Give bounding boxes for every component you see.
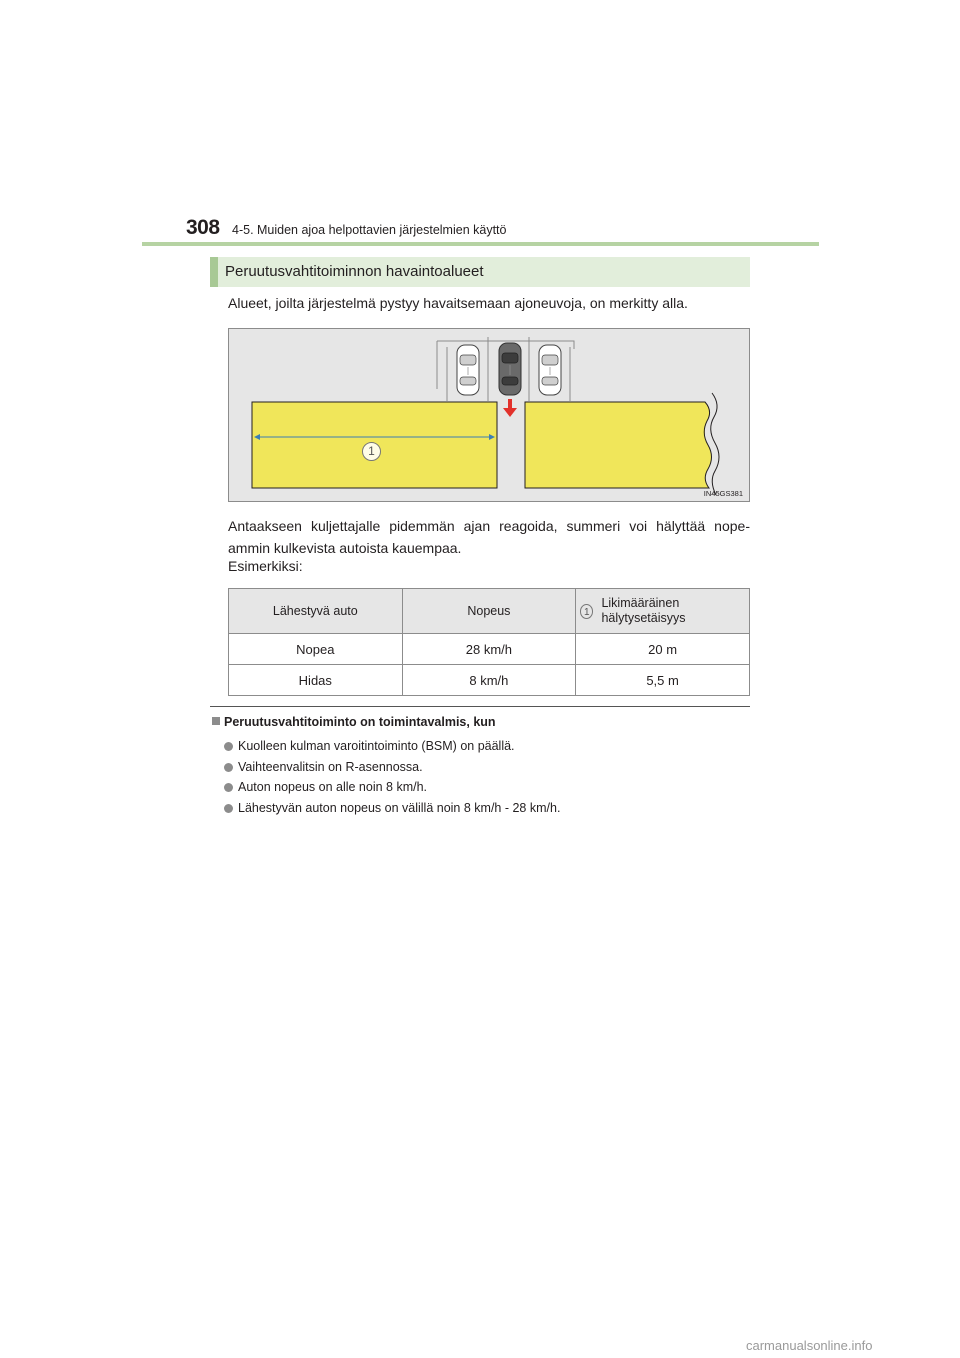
conditions-title: Peruutusvahtitoiminto on toimintavalmis, kun bbox=[224, 715, 496, 729]
table-row bbox=[229, 665, 750, 696]
parked-car-right-icon bbox=[539, 345, 561, 395]
figure-code: IN45GS381 bbox=[703, 489, 743, 498]
header-callout: 1 bbox=[580, 604, 593, 619]
header-speed: Nopeus bbox=[402, 589, 576, 634]
section-heading-bar bbox=[210, 257, 750, 287]
list-item bbox=[224, 736, 560, 757]
detection-area-diagram bbox=[229, 329, 749, 501]
header-divider bbox=[142, 242, 819, 246]
explanation-paragraph: Antaakseen kuljettajalle pidemmän ajan reagoida, summeri voi hälyttää nope-ammin kulkevista autoista kauempaa. bbox=[228, 518, 750, 556]
list-item bbox=[224, 798, 560, 819]
conditions-divider bbox=[210, 706, 750, 707]
list-item-text: Vaihteenvalitsin on R-asennossa. bbox=[238, 759, 423, 774]
bullet-dot-icon bbox=[224, 804, 233, 813]
intro-paragraph: Alueet, joilta järjestelmä pystyy havaitsemaan ajoneuvoja, on merkitty alla. bbox=[228, 295, 688, 311]
section-accent bbox=[210, 257, 218, 287]
detection-zone-right-outline bbox=[525, 402, 712, 488]
list-item bbox=[224, 757, 560, 778]
conditions-list bbox=[224, 736, 560, 818]
header-approaching-car: Lähestyvä auto bbox=[229, 589, 403, 634]
section-title: Peruutusvahtitoiminnon havaintoalueet bbox=[225, 263, 484, 280]
example-label: Esimerkiksi: bbox=[228, 558, 303, 574]
bullet-dot-icon bbox=[224, 783, 233, 792]
table-cell: Nopea bbox=[229, 634, 403, 665]
parked-car-left-icon bbox=[457, 345, 479, 395]
square-bullet-icon bbox=[212, 717, 220, 725]
own-car-icon bbox=[499, 343, 521, 395]
table-cell: 8 km/h bbox=[402, 665, 576, 696]
table-cell: Hidas bbox=[229, 665, 403, 696]
header-alert-distance-label: Likimääräinen hälytysetäisyys bbox=[601, 596, 686, 625]
conditions-heading bbox=[212, 715, 496, 729]
detection-area-figure bbox=[228, 328, 750, 502]
break-line bbox=[711, 393, 719, 495]
page-number: 308 bbox=[186, 216, 220, 239]
watermark: carmanualsonline.info bbox=[746, 1338, 873, 1353]
bullet-dot-icon bbox=[224, 763, 233, 772]
alert-distance-table bbox=[228, 588, 750, 696]
list-item-text: Kuolleen kulman varoitintoiminto (BSM) on päällä. bbox=[238, 739, 515, 753]
table-cell: 20 m bbox=[576, 634, 750, 665]
list-item bbox=[224, 777, 560, 798]
table-cell: 5,5 m bbox=[576, 665, 750, 696]
header-alert-distance bbox=[576, 589, 750, 634]
table-row bbox=[229, 634, 750, 665]
list-item-text: Lähestyvän auton nopeus on välillä noin 8 km/h - 28 km/h. bbox=[238, 800, 561, 815]
chapter-title: 4-5. Muiden ajoa helpottavien järjestelmien käyttö bbox=[232, 223, 507, 237]
reverse-arrow-icon bbox=[503, 399, 517, 417]
bullet-dot-icon bbox=[224, 742, 233, 751]
table-header-row bbox=[229, 589, 750, 634]
table-cell: 28 km/h bbox=[402, 634, 576, 665]
list-item-text: Auton nopeus on alle noin 8 km/h. bbox=[238, 780, 428, 794]
figure-callout: 1 bbox=[362, 442, 381, 461]
